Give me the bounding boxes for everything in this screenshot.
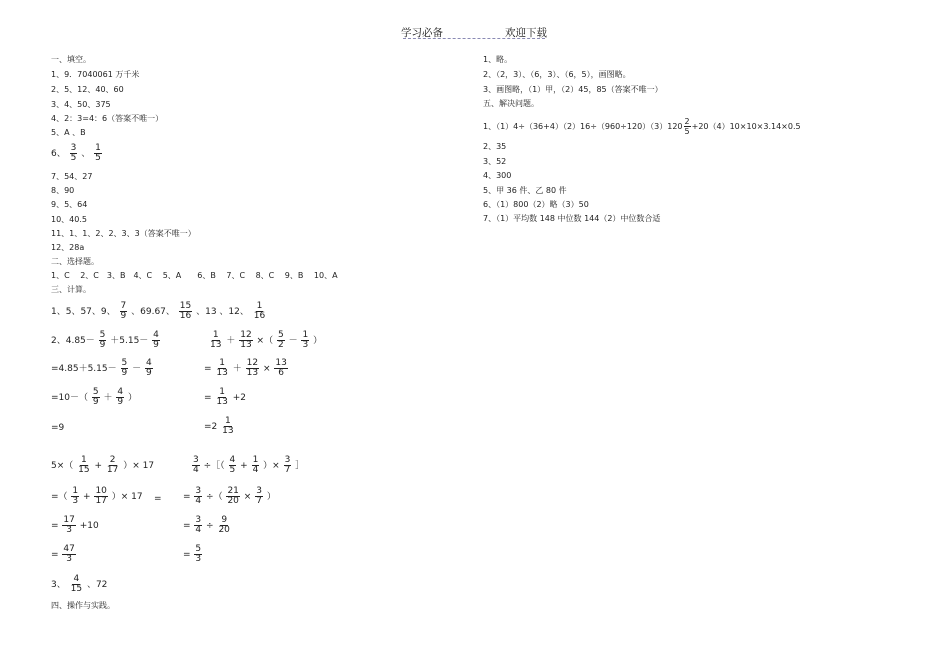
section-practice: 四、操作与实践。 — [51, 601, 115, 610]
denominator: 13 — [216, 368, 228, 378]
calc-3b-step-3 — [183, 516, 232, 535]
fraction — [684, 117, 691, 136]
expr-text: + — [83, 492, 91, 502]
denominator: 13 — [216, 397, 228, 407]
denominator: 9 — [153, 340, 159, 350]
denominator: 2 — [277, 340, 284, 350]
section-choice: 二、选择题。 — [51, 257, 99, 266]
denominator: 16 — [253, 311, 266, 321]
expr-text: ］ — [295, 461, 305, 471]
fraction — [94, 487, 107, 506]
expr-text: ×（ — [256, 336, 274, 346]
calc-2b-step-2 — [204, 359, 289, 378]
numerator: 3 — [195, 486, 202, 496]
numerator: 4 — [117, 387, 124, 397]
fraction — [194, 487, 202, 506]
numerator: 1 — [212, 330, 219, 340]
numerator: 1 — [95, 143, 101, 153]
calc-3-result — [51, 545, 77, 564]
expr-text: + — [240, 461, 248, 471]
numerator: 5 — [277, 330, 284, 340]
numerator: 17 — [63, 515, 75, 525]
numerator: 13 — [275, 358, 287, 368]
fraction — [284, 456, 292, 475]
section-fill-blanks: 一、填空。 — [51, 55, 91, 64]
fraction — [70, 144, 78, 163]
expr-text: = — [183, 550, 191, 560]
expr-text: ） — [266, 492, 276, 502]
expr-text: =10－（ — [51, 393, 88, 403]
numerator: 21 — [227, 486, 239, 496]
numerator: 47 — [63, 544, 75, 554]
expr-text: 、72 — [86, 580, 108, 590]
numerator: 1 — [302, 330, 309, 340]
expr-text: ）× — [263, 461, 280, 471]
calc-1-text: 、13 、12、 — [196, 307, 249, 317]
solve-3: 3、52 — [483, 157, 507, 166]
numerator: 3 — [256, 486, 262, 496]
answer-3: 3、4、50、375 — [51, 100, 111, 109]
expr-text: － — [288, 336, 298, 346]
fraction — [62, 545, 75, 564]
expr-text: ）× 17 — [111, 492, 143, 502]
fraction — [120, 302, 128, 321]
fraction — [106, 456, 119, 475]
fraction — [70, 575, 83, 594]
calc-2b-result — [204, 417, 236, 436]
expr-text: =4.85＋5.15－ — [51, 364, 117, 374]
solve-2: 2、35 — [483, 142, 507, 151]
expr-text: × — [243, 492, 252, 502]
answer-12: 12、28a — [51, 243, 85, 252]
calc-3-equals: = — [154, 494, 162, 504]
denominator: 9 — [146, 368, 152, 378]
expr-text: 2、4.85－ — [51, 336, 95, 346]
fraction — [215, 359, 228, 378]
numerator: 12 — [240, 330, 252, 340]
denominator: 4 — [195, 496, 202, 506]
expr-text: =（ — [51, 492, 68, 502]
choice-answers: 1、C 2、C 3、B 4、C 5、A 6、B 7、C 8、C 9、B 10、A — [51, 271, 338, 280]
expr-text: ÷（ — [206, 492, 223, 502]
fraction — [179, 302, 192, 321]
practice-1: 1、略。 — [483, 55, 513, 64]
fraction — [121, 359, 129, 378]
expr-text: +20（4）10×10×3.14×0.5 — [691, 122, 801, 131]
denominator: 15 — [70, 584, 83, 594]
denominator: 9 — [120, 311, 127, 321]
practice-2: 2、（2，3）、（6，3）、（6，5），画图略。 — [483, 70, 631, 79]
answer-8: 8、90 — [51, 186, 75, 195]
denominator: 4 — [195, 525, 202, 535]
calc-1-text: 1、5、57、9、 — [51, 307, 116, 317]
fraction — [255, 487, 263, 506]
denominator: 7 — [256, 496, 262, 506]
fraction — [62, 516, 75, 535]
answer-11: 11、1、1、2、2、3、3（答案不唯一） — [51, 229, 196, 238]
denominator: 13 — [240, 340, 252, 350]
expr-text: ＋ — [103, 393, 113, 403]
expr-text: = — [51, 521, 59, 531]
answer-4: 4、2：3=4：6（答案不唯一） — [51, 114, 164, 123]
solve-5: 5、甲 36 件、乙 80 件 — [483, 186, 567, 195]
denominator: 15 — [78, 465, 90, 475]
numerator: 1 — [252, 455, 259, 465]
header-left: 学习必备 — [401, 27, 443, 39]
denominator: 4 — [252, 465, 259, 475]
numerator: 1 — [219, 387, 226, 397]
numerator: 4 — [153, 330, 159, 340]
numerator: 4 — [229, 455, 236, 465]
expr-text: × — [262, 364, 271, 374]
header-rule — [403, 38, 545, 39]
numerator: 3 — [70, 143, 77, 153]
denominator: 4 — [193, 465, 199, 475]
calc-2b-step-3 — [204, 388, 246, 407]
expr-text: = — [204, 364, 212, 374]
denominator: 9 — [92, 397, 99, 407]
denominator: 13 — [210, 340, 222, 350]
calc-2-result: =9 — [51, 423, 65, 433]
numerator: 3 — [193, 455, 199, 465]
numerator: 5 — [195, 544, 202, 554]
denominator: 6 — [278, 368, 284, 378]
fraction — [226, 487, 239, 506]
denominator: 3 — [66, 525, 73, 535]
fraction — [277, 331, 285, 350]
header-right: 欢迎下载 — [505, 27, 547, 39]
denominator: 5 — [684, 127, 690, 136]
denominator: 9 — [121, 368, 128, 378]
numerator: 1 — [219, 358, 226, 368]
expr-text: ） — [127, 393, 137, 403]
denominator: 3 — [66, 554, 73, 564]
solve-7: 7、（1）平均数 148 中位数 144（2）中位数合适 — [483, 214, 661, 223]
expr-text: ＋ — [232, 364, 242, 374]
fraction — [215, 388, 228, 407]
expr-text: +2 — [232, 393, 247, 403]
expr-text: = — [183, 492, 191, 502]
numerator: 1 — [72, 486, 79, 496]
expr-text: = — [183, 521, 191, 531]
calc-3b-step-1 — [191, 456, 304, 475]
calc-3-step-3 — [51, 516, 99, 535]
fraction — [116, 388, 124, 407]
expr-text: ＋ — [226, 336, 236, 346]
expr-text: ÷［（ — [203, 461, 225, 471]
answer-5: 5、A 、B — [51, 128, 86, 137]
fraction — [99, 331, 107, 350]
calc-2b-step-1 — [208, 331, 322, 350]
solve-6: 6、（1）800（2）略（3）50 — [483, 200, 589, 209]
fraction — [253, 302, 266, 321]
denominator: 17 — [106, 465, 119, 475]
numerator: 9 — [221, 515, 228, 525]
denominator: 5 — [229, 465, 236, 475]
separator: 、 — [81, 149, 91, 159]
section-calculation: 三、计算。 — [51, 285, 91, 294]
section-solve: 五、解决问题。 — [483, 99, 539, 108]
expr-text: 3、 — [51, 580, 66, 590]
answer-2: 2、5、12、40、60 — [51, 85, 124, 94]
fraction — [221, 417, 234, 436]
solve-1 — [483, 117, 801, 136]
calc-1-text: 、69.67、 — [131, 307, 175, 317]
denominator: 13 — [246, 368, 259, 378]
expr-text: 5×（ — [51, 461, 74, 471]
answer-6 — [51, 144, 103, 163]
expr-text: = — [51, 550, 59, 560]
fraction — [77, 456, 90, 475]
answer-1: 1、9．7040061 万千米 — [51, 70, 140, 79]
numerator: 5 — [121, 358, 128, 368]
denominator: 3 — [302, 340, 309, 350]
numerator: 10 — [95, 486, 107, 496]
numerator: 3 — [284, 455, 291, 465]
answer-9: 9、5、64 — [51, 200, 88, 209]
denominator: 9 — [99, 340, 106, 350]
denominator: 7 — [284, 465, 291, 475]
numerator: 2 — [109, 455, 116, 465]
denominator: 13 — [222, 426, 234, 436]
calc-2-step-2 — [51, 359, 154, 378]
numerator: 4 — [73, 574, 80, 584]
numerator: 1 — [225, 416, 231, 426]
fraction — [239, 331, 252, 350]
expr-text: － — [132, 364, 142, 374]
denominator: 16 — [179, 311, 192, 321]
numerator: 1 — [256, 301, 263, 311]
expr-text: =2 — [204, 422, 218, 432]
numerator: 5 — [92, 387, 99, 397]
fraction — [71, 487, 79, 506]
calc-4 — [51, 575, 107, 594]
expr-text: ＋5.15－ — [110, 336, 149, 346]
calc-2-step-1 — [51, 331, 161, 350]
page-header — [401, 25, 551, 40]
numerator: 12 — [246, 358, 259, 368]
denominator: 3 — [195, 554, 202, 564]
expr-text: = — [204, 393, 212, 403]
numerator: 7 — [120, 301, 127, 311]
denominator: 3 — [72, 496, 79, 506]
fraction — [92, 388, 100, 407]
fraction — [145, 359, 153, 378]
denominator: 5 — [95, 153, 101, 163]
calc-3-step-1 — [51, 456, 154, 475]
expr-text: +10 — [79, 521, 99, 531]
answer-6-prefix: 6、 — [51, 149, 66, 159]
fraction — [209, 331, 222, 350]
practice-3: 3、画图略，（1）甲，（2）45，85（答案不唯一） — [483, 85, 663, 94]
denominator: 9 — [117, 397, 124, 407]
fraction — [252, 456, 260, 475]
fraction — [152, 331, 160, 350]
expr-text: ） — [313, 336, 323, 346]
fraction — [194, 545, 202, 564]
expr-text: 1、（1）4÷（36+4）（2）16÷（960÷120）（3）120 — [483, 122, 683, 131]
solve-4: 4、300 — [483, 171, 512, 180]
fraction — [94, 144, 102, 163]
numerator: 4 — [146, 358, 152, 368]
fraction — [217, 516, 230, 535]
denominator: 20 — [227, 496, 239, 506]
calc-3b-step-2 — [183, 487, 276, 506]
answer-7: 7、54、27 — [51, 172, 93, 181]
calc-1 — [51, 302, 267, 321]
calc-2-step-3 — [51, 388, 137, 407]
calc-3-step-2 — [51, 487, 143, 506]
expr-text: ÷ — [206, 521, 214, 531]
fraction — [192, 456, 200, 475]
numerator: 1 — [81, 455, 87, 465]
fraction — [229, 456, 237, 475]
numerator: 15 — [179, 301, 192, 311]
denominator: 5 — [70, 153, 77, 163]
denominator: 20 — [218, 525, 230, 535]
answer-10: 10、40.5 — [51, 215, 87, 224]
fraction — [301, 331, 309, 350]
numerator: 5 — [99, 330, 106, 340]
numerator: 2 — [684, 117, 690, 126]
calc-3b-result — [183, 545, 203, 564]
fraction — [246, 359, 259, 378]
fraction — [194, 516, 202, 535]
fraction — [274, 359, 287, 378]
expr-text: ）× 17 — [123, 461, 155, 471]
numerator: 3 — [195, 515, 202, 525]
denominator: 17 — [95, 496, 107, 506]
expr-text: + — [94, 461, 103, 471]
